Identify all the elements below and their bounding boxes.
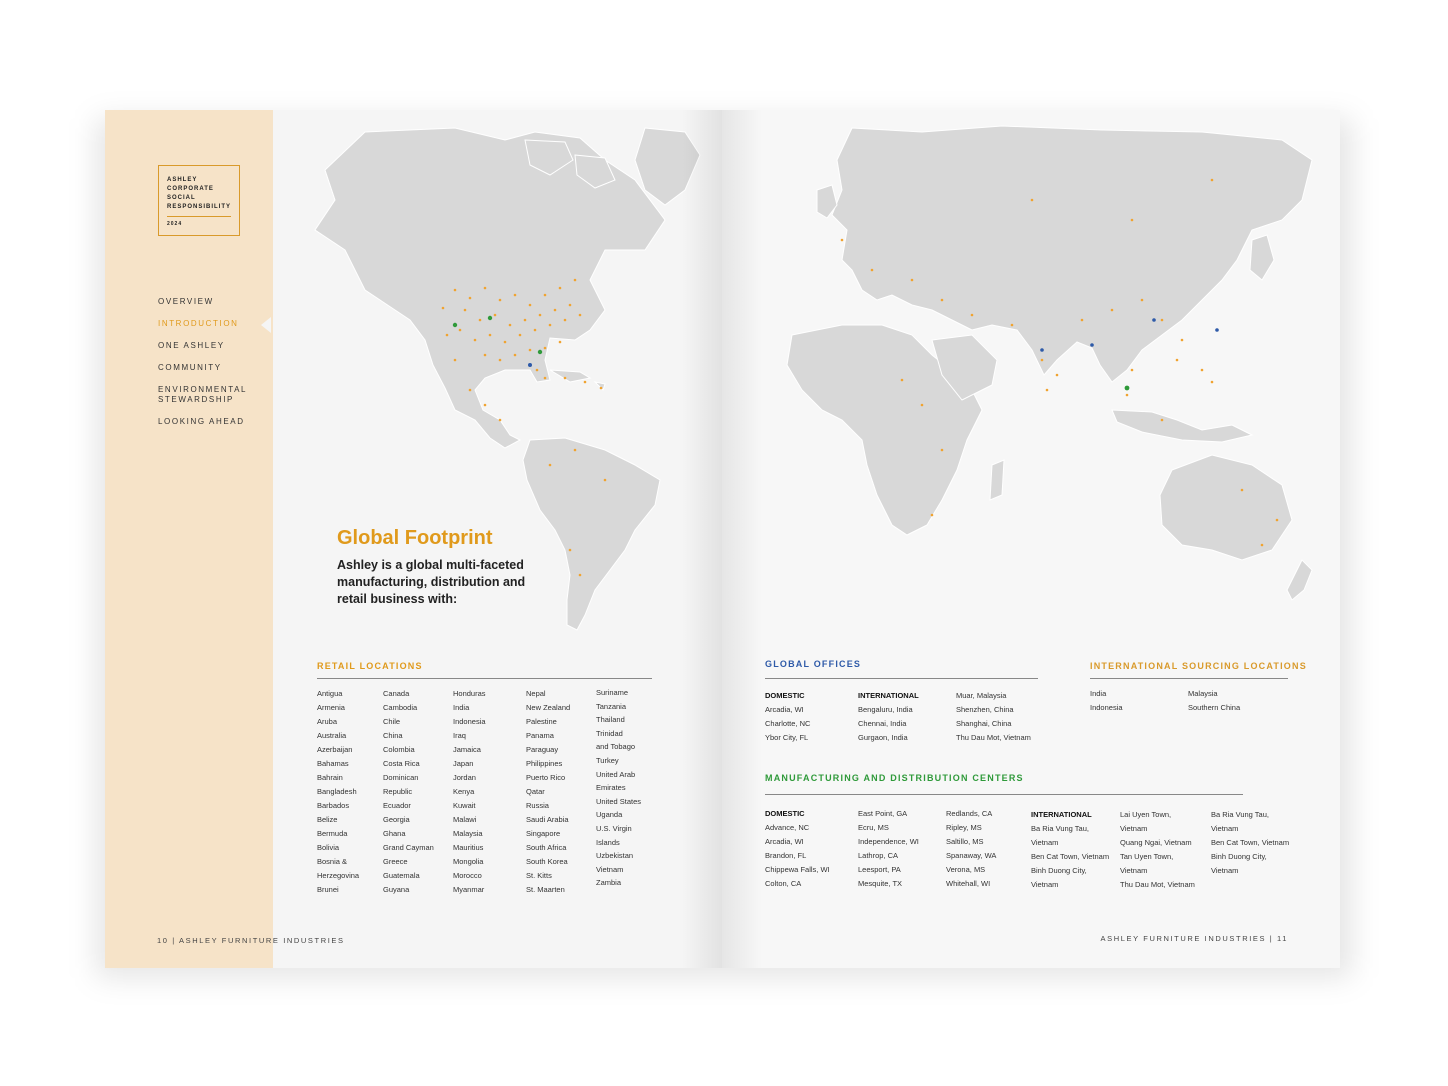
list-item: Russia	[526, 801, 549, 810]
list-item: Dominican	[383, 773, 419, 782]
list-item: Trinidad	[596, 728, 623, 738]
list-item: Jordan	[453, 773, 476, 782]
list-item: Guyana	[383, 885, 410, 894]
list-item: Azerbaijan	[317, 745, 353, 754]
list-item: Kuwait	[453, 801, 476, 810]
retail-column-1	[317, 687, 359, 897]
sourcing-column-2	[1188, 687, 1240, 715]
list-item: Turkey	[596, 755, 619, 765]
list-item: Japan	[453, 759, 474, 768]
list-item: Lai Uyen Town,	[1120, 810, 1172, 819]
manufacturing-international-column-2	[1120, 808, 1195, 892]
list-item: Canada	[383, 689, 410, 698]
list-item: Ben Cat Town, Vietnam	[1211, 838, 1290, 847]
manufacturing-domestic-column-1	[765, 807, 830, 891]
list-item: Antigua	[317, 689, 343, 698]
list-item: Uganda	[596, 810, 623, 820]
list-item: Ybor City, FL	[765, 733, 809, 742]
list-item: Bangladesh	[317, 787, 357, 796]
list-item: Bengaluru, India	[858, 705, 913, 714]
list-item: Mongolia	[453, 857, 484, 866]
footer-right: ASHLEY FURNITURE INDUSTRIES | 11	[1100, 934, 1288, 943]
list-item: Singapore	[526, 829, 561, 838]
list-item: Myanmar	[453, 885, 485, 894]
list-item: Thailand	[596, 715, 625, 725]
list-item: China	[383, 731, 403, 740]
list-item: Bermuda	[317, 829, 348, 838]
manufacturing-domestic-column-2	[858, 807, 919, 891]
list-item: Bahamas	[317, 759, 349, 768]
list-item: Grand Cayman	[383, 843, 434, 852]
nav-item-introduction[interactable]: INTRODUCTION	[158, 319, 239, 328]
list-item: Jamaica	[453, 745, 481, 754]
list-item: Australia	[317, 731, 347, 740]
list-item: Ba Ria Vung Tau,	[1211, 810, 1269, 819]
manufacturing-domestic-heading: DOMESTIC	[765, 809, 805, 818]
global-offices-title: GLOBAL OFFICES	[765, 659, 862, 669]
list-item: Vietnam	[1031, 880, 1059, 889]
list-item: Lathrop, CA	[858, 851, 899, 860]
page-title: Global Footprint	[337, 527, 493, 549]
list-item: Indonesia	[1090, 703, 1123, 712]
list-item: Costa Rica	[383, 759, 420, 768]
list-item: Thu Dau Mot, Vietnam	[1120, 880, 1195, 889]
list-item: India	[1090, 689, 1107, 698]
list-item: Paraguay	[526, 745, 559, 754]
list-item: Bahrain	[317, 773, 343, 782]
list-item: Uzbekistan	[596, 851, 634, 861]
list-item: Honduras	[453, 689, 486, 698]
nav-item-community[interactable]: COMMUNITY	[158, 363, 222, 372]
list-item: Verona, MS	[946, 865, 986, 874]
footer-left: 10 | ASHLEY FURNITURE INDUSTRIES	[157, 936, 345, 945]
manufacturing-rule	[765, 794, 1243, 795]
offices-international-column-2	[956, 689, 1031, 745]
list-item: Armenia	[317, 703, 345, 712]
list-item: Saudi Arabia	[526, 815, 569, 824]
world-east-map	[782, 120, 1322, 630]
left-page	[105, 110, 722, 968]
list-item: Vietnam	[1211, 866, 1239, 875]
list-item: St. Maarten	[526, 885, 565, 894]
list-item: Redlands, CA	[946, 809, 993, 818]
list-item: Mesquite, TX	[858, 879, 903, 888]
list-item: Malaysia	[453, 829, 483, 838]
list-item: Philippines	[526, 759, 563, 768]
list-item: Tan Uyen Town,	[1120, 852, 1174, 861]
manufacturing-domestic-column-3	[946, 807, 996, 891]
list-item: Ecuador	[383, 801, 411, 810]
list-item: U.S. Virgin	[596, 823, 632, 833]
retail-locations-title: RETAIL LOCATIONS	[317, 661, 423, 671]
list-item: Belize	[317, 815, 338, 824]
map-caribbean	[550, 370, 605, 390]
list-item: Islands	[596, 837, 620, 847]
list-item: Ben Cat Town, Vietnam	[1031, 852, 1110, 861]
section-nav	[158, 297, 278, 439]
list-item: Whitehall, WI	[946, 879, 991, 888]
nav-item-overview[interactable]: OVERVIEW	[158, 297, 214, 306]
list-item: Palestine	[526, 717, 557, 726]
list-item: Emirates	[596, 783, 626, 793]
logo-year: 2024	[167, 216, 231, 227]
list-item: Ripley, MS	[946, 823, 982, 832]
list-item: Tanzania	[596, 701, 627, 711]
page-subtitle: Ashley is a global multi-faceted manufacturing, distribution and retail business with:	[337, 558, 526, 606]
list-item: Gurgaon, India	[858, 733, 908, 742]
spine-shade	[682, 110, 722, 968]
list-item: Vietnam	[1031, 838, 1059, 847]
list-item: India	[453, 703, 470, 712]
offices-international-heading: INTERNATIONAL	[858, 691, 919, 700]
map-new-zealand	[1287, 560, 1312, 600]
list-item: Republic	[383, 787, 413, 796]
list-item: Herzegovina	[317, 871, 360, 880]
list-item: Brunei	[317, 885, 339, 894]
list-item: South Korea	[526, 857, 568, 866]
list-item: Zambia	[596, 878, 622, 888]
list-item: Georgia	[383, 815, 410, 824]
sidebar	[105, 110, 273, 968]
list-item: Ecru, MS	[858, 823, 889, 832]
list-item: Shanghai, China	[956, 719, 1012, 728]
logo-line: CORPORATE	[167, 186, 214, 192]
list-item: Guatemala	[383, 871, 420, 880]
right-page	[722, 110, 1340, 968]
list-item: Saltillo, MS	[946, 837, 984, 846]
sourcing-locations-title: INTERNATIONAL SOURCING LOCATIONS	[1090, 661, 1307, 671]
list-item: Chile	[383, 717, 401, 726]
retail-column-2	[383, 687, 434, 897]
list-item: Indonesia	[453, 717, 486, 726]
manufacturing-international-column-1	[1031, 808, 1109, 892]
list-item: Aruba	[317, 717, 338, 726]
list-item: Binh Duong City,	[1211, 852, 1267, 861]
list-item: New Zealand	[526, 703, 571, 712]
list-item: Morocco	[453, 871, 482, 880]
list-item: Independence, WI	[858, 837, 919, 846]
list-item: Brandon, FL	[765, 851, 807, 860]
list-item: Southern China	[1188, 703, 1241, 712]
list-item: Arcadia, WI	[765, 837, 804, 846]
list-item: Nepal	[526, 689, 546, 698]
sourcing-rule	[1090, 678, 1288, 679]
csr-logo	[158, 165, 240, 236]
list-item: East Point, GA	[858, 809, 908, 818]
list-item: Leesport, PA	[858, 865, 901, 874]
list-item: Bosnia &	[317, 857, 348, 866]
list-item: Vietnam	[1211, 824, 1239, 833]
list-item: South Africa	[526, 843, 567, 852]
nav-item-looking-ahead[interactable]: LOOKING AHEAD	[158, 417, 245, 426]
offices-domestic-heading: DOMESTIC	[765, 691, 805, 700]
list-item: Colton, CA	[765, 879, 802, 888]
logo-line: RESPONSIBILITY	[167, 204, 232, 210]
map-australia	[1160, 455, 1292, 560]
list-item: Kenya	[453, 787, 475, 796]
list-item: Vietnam	[1120, 866, 1148, 875]
retail-column-4	[526, 687, 570, 897]
list-item: Quang Ngai, Vietnam	[1120, 838, 1192, 847]
list-item: Ghana	[383, 829, 406, 838]
map-madagascar	[990, 460, 1004, 500]
list-item: Charlotte, NC	[765, 719, 811, 728]
list-item: Shenzhen, China	[956, 705, 1014, 714]
list-item: Thu Dau Mot, Vietnam	[956, 733, 1031, 742]
list-item: Spanaway, WA	[946, 851, 997, 860]
retail-column-5	[596, 686, 641, 890]
offices-international-column	[858, 689, 919, 745]
list-item: Arcadia, WI	[765, 705, 804, 714]
list-item: Iraq	[453, 731, 466, 740]
offices-domestic-column	[765, 689, 810, 745]
list-item: Vietnam	[1120, 824, 1148, 833]
sourcing-column-1	[1090, 687, 1123, 715]
active-nav-pointer	[261, 317, 271, 333]
list-item: and Tobago	[596, 742, 636, 752]
manufacturing-international-column-3	[1211, 808, 1289, 878]
nav-item-environmental-stewardship[interactable]: ENVIRONMENTAL STEWARDSHIP	[158, 385, 247, 404]
list-item: Binh Duong City,	[1031, 866, 1087, 875]
list-item: Greece	[383, 857, 408, 866]
logo-line: SOCIAL	[167, 195, 196, 201]
list-item: Suriname	[596, 688, 629, 697]
list-item: Malaysia	[1188, 689, 1218, 698]
map-indonesia	[1112, 410, 1252, 442]
manufacturing-title: MANUFACTURING AND DISTRIBUTION CENTERS	[765, 773, 1024, 783]
retail-column-3	[453, 687, 486, 897]
list-item: United Arab	[596, 769, 636, 779]
list-item: Malawi	[453, 815, 477, 824]
list-item: Puerto Rico	[526, 773, 566, 782]
manufacturing-international-heading: INTERNATIONAL	[1031, 810, 1092, 819]
spine-shade	[722, 110, 762, 968]
list-item: Bolivia	[317, 843, 340, 852]
list-item: Qatar	[526, 787, 545, 796]
list-item: Advance, NC	[765, 823, 810, 832]
list-item: Chennai, India	[858, 719, 907, 728]
logo-line: ASHLEY	[167, 177, 198, 183]
list-item: Chippewa Falls, WI	[765, 865, 830, 874]
list-item: Colombia	[383, 745, 415, 754]
list-item: Muar, Malaysia	[956, 691, 1007, 700]
map-japan	[1250, 235, 1274, 280]
retail-rule	[317, 678, 652, 679]
offices-rule	[765, 678, 1038, 679]
list-item: Vietnam	[596, 864, 624, 874]
list-item: St. Kitts	[526, 871, 552, 880]
list-item: United States	[596, 796, 642, 806]
list-item: Ba Ria Vung Tau,	[1031, 824, 1089, 833]
nav-item-one-ashley[interactable]: ONE ASHLEY	[158, 341, 225, 350]
list-item: Panama	[526, 731, 554, 740]
list-item: Barbados	[317, 801, 350, 810]
list-item: Mauritius	[453, 843, 484, 852]
list-item: Cambodia	[383, 703, 418, 712]
